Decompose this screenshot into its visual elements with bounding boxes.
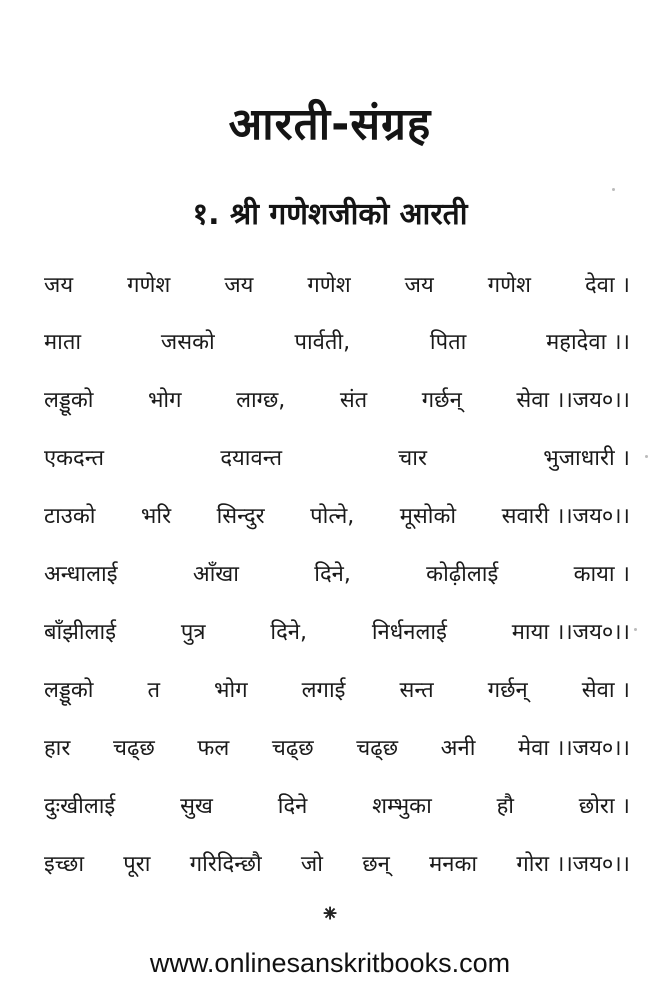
verse-word: मूसोको [399,504,457,529]
verse-word: अनी [440,736,476,761]
ornament-icon: ⁕ [319,900,341,928]
verse-line [44,671,630,711]
verse-word: पिता [429,330,467,355]
verse-word: जो [300,852,323,877]
verse-word: लड्डूको [44,388,94,413]
verse-word: दुःखीलाई [44,794,116,819]
verse-line [44,729,630,769]
verse-word: गरिदिन्छौ [189,852,262,877]
verse-word: बाँझीलाई [44,620,117,645]
verse-word: पार्वती, [294,330,351,355]
page-title: आरती-संग्रह [228,99,432,150]
verse-word: भोग [147,388,182,413]
verse-line [44,845,630,885]
verse-word: सुख [180,794,213,819]
verse-word: महादेवा ।। [546,330,630,355]
verse-line [44,439,630,479]
verse-word: दयावन्त [220,446,283,471]
verse-word: सन्त [399,678,434,703]
verse-line [44,497,630,537]
verse-word: सवारी ।।जय०।। [501,504,630,529]
verse-word: लगाई [301,678,346,703]
verse-word: सेवा ।।जय०।। [516,388,630,413]
verse-word: हौ [496,794,514,819]
website-url: www.onlinesanskritbooks.com [149,948,511,978]
verse-word: अन्धालाई [44,562,118,587]
verse-word: संत [339,388,368,413]
verse-word: फल [197,736,230,761]
verse-word: शम्भुका [372,794,432,819]
verse-word: छोरा । [578,794,630,819]
verse-word: गणेश [127,273,171,298]
verse-line [44,381,630,421]
verse-word: चढ्छ [356,736,399,761]
verse-word: भुजाधारी । [543,446,630,471]
verse-word: देवा । [584,273,630,298]
scan-speck [634,628,637,631]
verse-word: पुत्र [180,620,206,645]
verse-word: माया ।।जय०।। [511,620,630,645]
scan-speck [645,455,648,458]
verse-word: भरि [140,504,172,529]
aarti-heading: १. श्री गणेशजीको आरती [192,197,468,232]
verse-word: भोग [214,678,248,703]
verse-word: गर्छन् [487,678,528,703]
verse-word: जय [404,273,434,298]
verse-word: माता [44,330,82,355]
verse-word: एकदन्त [44,446,105,471]
verse-word: गणेश [307,273,351,298]
verse-word: सेवा । [581,678,630,703]
verse-line [44,613,630,653]
verse-word: आँखा [192,562,240,587]
verse-word: दिने, [270,620,307,645]
verse-line [44,787,630,827]
verse-word: चार [398,446,427,471]
verse-word: लड्डूको [44,678,94,703]
verse-word: दिने, [314,562,351,587]
verse-word: सिन्दुर [216,504,265,529]
verse-word: काया । [573,562,630,587]
verse-word: चढ्छ [271,736,314,761]
verse-word: चढ्छ [113,736,155,761]
verse-word: गर्छन् [421,388,462,413]
verse-line [44,266,630,306]
verse-word: लाग्छ, [236,388,286,413]
verse-word: त [147,678,161,703]
verse-word: दिने [277,794,308,819]
verse-word: जय [44,273,74,298]
verse-word: छन् [362,852,390,877]
verse-word: पूरा [123,852,151,877]
verse-word: गणेश [487,273,531,298]
verse-word: हार [44,736,71,761]
verse-word: गोरा ।।जय०।। [516,852,630,877]
verse-word: जसको [160,330,215,355]
verse-line [44,323,630,363]
verse-word: जय [224,273,254,298]
verse-word: कोढ़ीलाई [426,562,499,587]
verse-word: मनका [429,852,478,877]
scan-speck [612,188,615,191]
verse-line [44,555,630,595]
verse-word: मेवा ।।जय०।। [518,736,630,761]
verse-word: टाउको [44,504,96,529]
verse-word: इच्छा [44,852,85,877]
verse-word: निर्धनलाई [371,620,447,645]
verse-word: पोत्ने, [310,504,355,529]
